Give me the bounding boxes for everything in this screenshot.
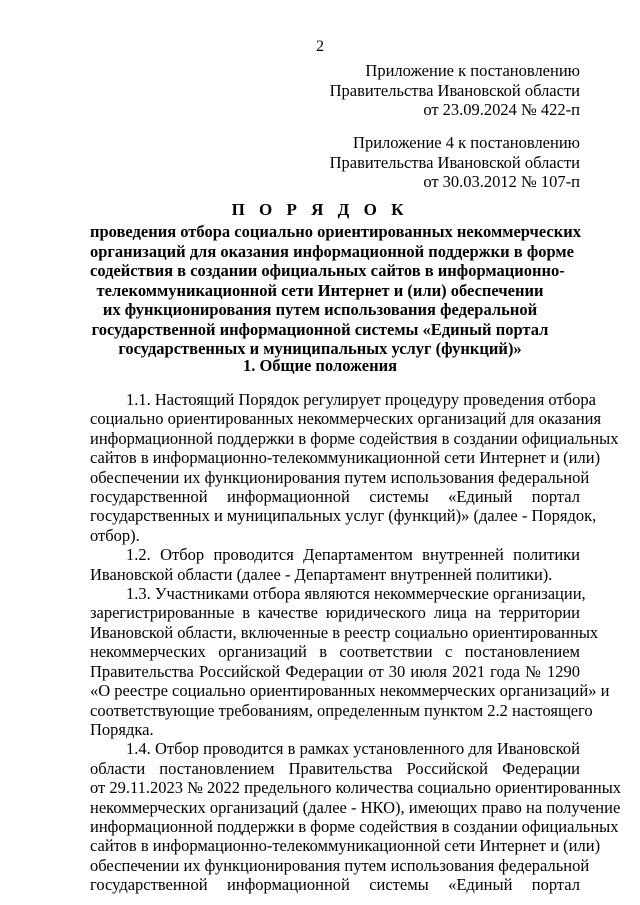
document-title: П О Р Я Д О К [231,200,409,219]
paragraph-line: информационной поддержки в форме содействия в создании официальных [90,428,619,448]
paragraph-line: зарегистрированные в качестве юридического лица на территории [90,603,580,623]
paragraph-line: 1.1. Настоящий Порядок регулирует процедуру проведения отбора [126,390,596,409]
paragraph-line: социально ориентированных некоммерческих организаций для оказания [90,409,602,429]
paragraph-line: «О реестре социально ориентированных некоммерческих организаций» и [90,681,610,701]
paragraph-line: Ивановской области (далее - Департамент внутренней политики). [90,564,553,584]
paragraph-line: государственных и муниципальных услуг (функций)» (далее - Порядок, [90,506,597,526]
paragraph-line: 1.3. Участниками отбора являются некоммерческие организации, [126,584,586,604]
paragraph-line: обеспечении их функционирования путем использования федеральной [90,467,590,487]
paragraph [90,584,610,739]
subtitle-line: государственных и муниципальных услуг (функций)» [118,339,522,358]
paragraph-line: сайтов в информационно-телекоммуникационной сети Интернет и (или) [90,836,601,856]
subtitle-line: телекоммуникационной сети Интернет и (или) обеспечении [96,280,544,300]
paragraph-line: государственной информационной системы «Единый портал [90,875,580,895]
paragraph-line: Ивановской области, включенные в реестр социально ориентированных [90,622,599,642]
subtitle-line: проведения отбора социально ориентированных некоммерческих [90,222,581,241]
paragraph-line: 1.4. Отбор проводится в рамках установленного для Ивановской [126,739,580,759]
paragraph-line: информационной поддержки в форме содействия в создании официальных [90,816,619,836]
paragraph [90,390,619,545]
paragraph-line: государственной информационной системы «Единый портал [90,487,580,507]
document-body [90,390,622,895]
page-number: 2 [316,38,324,55]
paragraph-line: Правительства Российской Федерации от 30 июля 2021 года № 1290 [90,661,580,681]
subtitle-line: государственной информационной системы «Единый портал [91,319,549,339]
paragraph-line: Порядка. [90,719,154,739]
subtitle-line: содействия в создании официальных сайтов в информационно- [90,261,565,280]
paragraph [90,739,622,895]
section-heading: 1. Общие положения [242,356,398,375]
paragraph-line: обеспечении их функционирования путем использования федеральной [90,855,590,875]
paragraph-line: области постановлением Правительства Российской Федерации [90,758,580,778]
appendix-line: Правительства Ивановской области [329,80,580,100]
subtitle-line: организаций для оказания информационной поддержки в форме [90,241,574,261]
appendix-note-original [330,133,580,192]
document-subtitle [90,222,581,359]
appendix-note-current [330,61,580,120]
paragraph-line: 1.2. Отбор проводится Департаментом внутренней политики [126,545,580,565]
paragraph-line: от 29.11.2023 № 2022 предельного количества социально ориентированных [90,778,622,798]
paragraph-line: отбор). [90,525,140,545]
appendix-line: от 30.03.2012 № 107-п [423,172,580,191]
appendix-line: Приложение 4 к постановлению [353,133,580,152]
paragraph-line: сайтов в информационно-телекоммуникационной сети Интернет и (или) [90,448,601,468]
paragraph-line: некоммерческих организаций (далее - НКО), имеющих право на получение [90,797,621,817]
paragraph-line: соответствующие требованиям, определенным пунктом 2.2 настоящего [90,700,593,720]
subtitle-line: их функционирования путем использования федеральной [102,300,538,319]
appendix-line: Правительства Ивановской области [329,152,580,172]
appendix-line: Приложение к постановлению [365,61,580,80]
appendix-line: от 23.09.2024 № 422-п [423,100,580,119]
paragraph [90,545,580,584]
paragraph-line: некоммерческих организаций в соответствии с постановлением [90,642,580,662]
